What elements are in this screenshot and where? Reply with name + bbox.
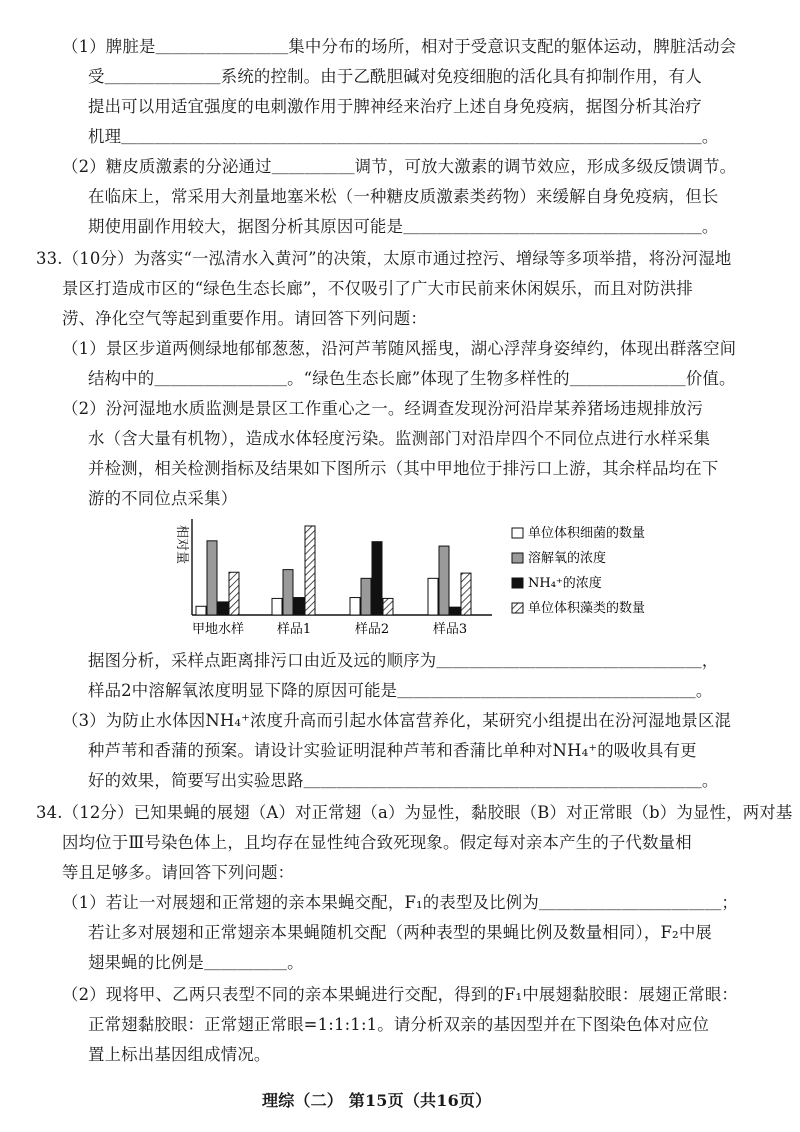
bar [450, 607, 460, 615]
legend-swatch [512, 603, 523, 613]
bar [196, 606, 206, 615]
text-line: （3）为防止水体因NH₄⁺浓度升高而引起水体富营养化，某研究小组提出在汾河湿地景区混 [62, 711, 732, 730]
legend-swatch [512, 553, 523, 563]
text-line: 翅果蝇的比例是＿＿＿＿＿。 [88, 953, 304, 972]
legend-swatch [512, 578, 523, 588]
bar [218, 602, 228, 615]
page-footer: 理综（二） 第15页（共16页） [262, 1091, 492, 1110]
bar [294, 598, 304, 615]
text-line: （1）脾脏是＿＿＿＿＿＿＿＿集中分布的场所，相对于受意识支配的躯体运动，脾脏活动会 [62, 37, 737, 56]
bar [283, 570, 293, 615]
text-line: （2）糖皮质激素的分泌通过＿＿＿＿＿调节，可放大激素的调节效应，形成多级反馈调节。 [62, 157, 737, 176]
text-line: 据图分析，采样点距离排污口由近及远的顺序为＿＿＿＿＿＿＿＿＿＿＿＿＿＿＿＿， [88, 651, 719, 670]
bar [272, 598, 282, 615]
text-line: 等且足够多。请回答下列问题： [62, 863, 295, 882]
category-label: 样品2 [354, 622, 390, 637]
legend-label: 单位体积细菌的数量 [528, 526, 646, 541]
y-axis-label: 相对量 [174, 525, 189, 565]
text-line: 因均位于Ⅲ号染色体上，且均存在显性纯合致死现象。假定每对亲本产生的子代数量相 [62, 833, 692, 852]
bar [361, 578, 371, 615]
text-line: 置上标出基因组成情况。 [88, 1045, 271, 1064]
text-line: （1）景区步道两侧绿地郁郁葱葱，沿河芦苇随风摇曳，湖心浮萍身姿绰约，体现出群落空间 [62, 339, 737, 358]
bar [207, 541, 217, 615]
text-line: 正常翅黏胶眼：正常翅正常眼=1:1:1:1。请分析双亲的基因型并在下图染色体对应位 [88, 1015, 710, 1034]
text-line: 水（含大量有机物），造成水体轻度污染。监测部门对沿岸四个不同位点进行水样采集 [88, 429, 711, 448]
text-line: 34.（12分）已知果蝇的展翅（A）对正常翅（a）为显性，黏胶眼（B）对正常眼（b）为显性，两对基 [36, 803, 793, 822]
text-line: （1）若让一对展翅和正常翅的亲本果蝇交配，F₁的表型及比例为＿＿＿＿＿＿＿＿＿＿＿； [62, 893, 739, 912]
category-label: 样品3 [432, 622, 468, 637]
text-line: 机理＿＿＿＿＿＿＿＿＿＿＿＿＿＿＿＿＿＿＿＿＿＿＿＿＿＿＿＿＿＿＿＿＿＿＿。 [88, 127, 719, 146]
text-line: 并检测，相关检测指标及结果如下图所示（其中甲地位于排污口上游，其余样品均在下 [88, 459, 719, 478]
text-line: 景区打造成市区的“绿色生态长廊”，不仅吸引了广大市民前来休闲娱乐，而且对防洪排 [62, 279, 694, 298]
text-line: 结构中的＿＿＿＿＿＿＿＿。“绿色生态长廊”体现了生物多样性的＿＿＿＿＿＿＿价值。 [88, 369, 736, 388]
text-line: 在临床上，常采用大剂量地塞米松（一种糖皮质激素类药物）来缓解自身免疫病，但长 [88, 187, 719, 206]
text-line: 种芦苇和香蒲的预案。请设计实验证明混种芦苇和香蒲比单种对NH₄⁺的吸收具有更 [88, 741, 697, 760]
bar [350, 598, 360, 615]
text-line: 受＿＿＿＿＿＿＿系统的控制。由于乙酰胆碱对免疫细胞的活化具有抑制作用，有人 [88, 67, 702, 86]
bar [439, 546, 449, 615]
category-label: 甲地水样 [191, 622, 245, 637]
bar [461, 573, 471, 615]
legend-label: 溶解氧的浓度 [528, 551, 607, 566]
bar [305, 526, 315, 615]
bar [229, 572, 239, 615]
bar [383, 598, 393, 615]
legend-label: 单位体积藻类的数量 [528, 601, 646, 616]
legend-label: NH₄⁺的浓度 [528, 576, 602, 591]
text-line: 提出可以用适宜强度的电刺激作用于脾神经来治疗上述自身免疫病，据图分析其治疗 [88, 97, 702, 116]
bar [428, 578, 438, 615]
text-line: 33.（10分）为落实“一泓清水入黄河”的决策，太原市通过控污、增绿等多项举措，将汾河湿地 [36, 249, 732, 268]
text-line: （2）汾河湿地水质监测是景区工作重心之一。经调查发现汾河沿岸某养猪场违规排放污 [62, 399, 704, 418]
text-line: 样品2中溶解氧浓度明显下降的原因可能是＿＿＿＿＿＿＿＿＿＿＿＿＿＿＿＿＿＿。 [88, 681, 713, 700]
legend-swatch [512, 528, 523, 538]
text-line: 期使用副作用较大，据图分析其原因可能是＿＿＿＿＿＿＿＿＿＿＿＿＿＿＿＿＿＿。 [88, 217, 719, 236]
category-label: 样品1 [276, 622, 312, 637]
text-line: 涝、净化空气等起到重要作用。请回答下列问题： [62, 309, 427, 328]
text-line: 好的效果，简要写出实验思路＿＿＿＿＿＿＿＿＿＿＿＿＿＿＿＿＿＿＿＿＿＿＿＿。 [88, 771, 719, 790]
text-line: （2）现将甲、乙两只表型不同的亲本果蝇进行交配，得到的F₁中展翅黏胶眼：展翅正常眼： [62, 985, 739, 1004]
text-line: 若让多对展翅和正常翅亲本果蝇随机交配（两种表型的果蝇比例及数量相同），F₂中展 [88, 923, 712, 942]
bar [372, 542, 382, 615]
text-line: 游的不同位点采集） [88, 489, 238, 508]
bar-chart [160, 515, 720, 650]
